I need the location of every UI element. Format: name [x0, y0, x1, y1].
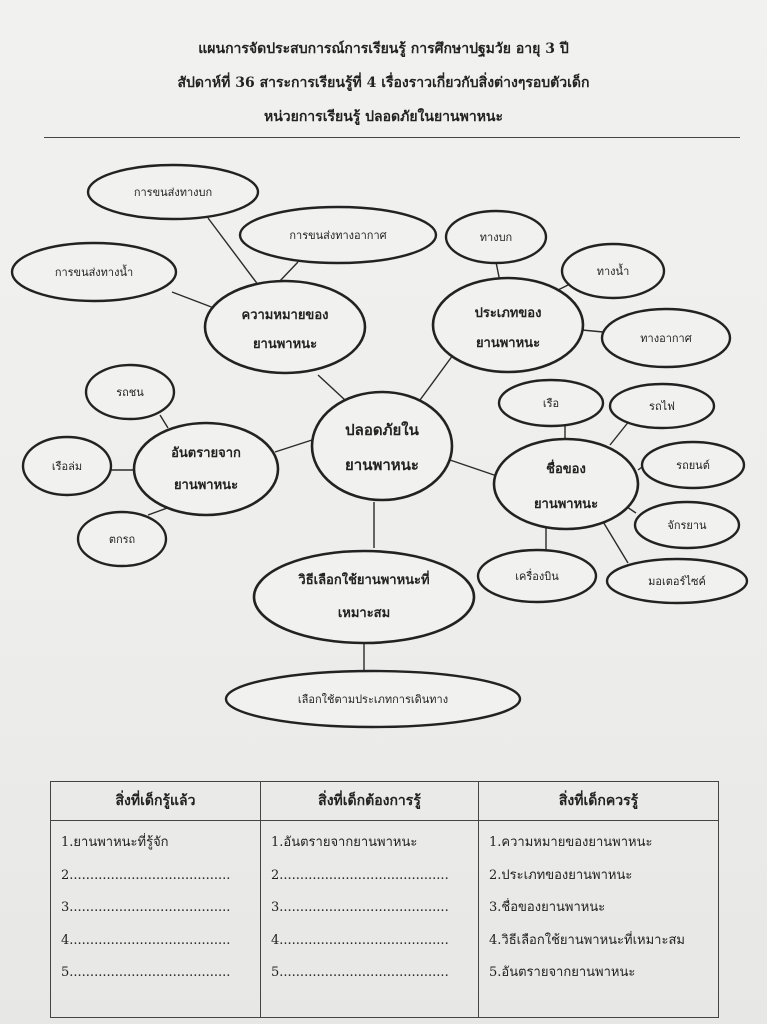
table-header-row — [51, 782, 719, 821]
leaf-text-by-air: ทางอากาศ — [640, 332, 692, 345]
choose-bubble — [254, 551, 474, 643]
header-want-to-know: สิ่งที่เด็กต้องการรู้ — [261, 782, 479, 821]
leaf-text-train: รถไฟ — [649, 400, 675, 413]
leaf-text-by-land: ทางบก — [479, 231, 513, 244]
meaning-label-line2: ยานพาหนะ — [252, 337, 318, 352]
leaf-text-by-water: ทางน้ำ — [596, 265, 630, 278]
header-should-know: สิ่งที่เด็กควรรู้ — [479, 782, 719, 821]
kwl-table — [50, 781, 719, 1018]
plan-title: แผนการจัดประสบการณ์การเรียนรู้ การศึกษาปฐมวัย อายุ 3 ปี — [198, 41, 569, 57]
leaf-text-motorcycle: มอเตอร์ไซค์ — [648, 575, 706, 588]
meaning-bubble — [205, 281, 365, 373]
should-item: 5.อันตรายจากยานพาหนะ — [489, 965, 636, 980]
known-column — [51, 821, 261, 1018]
leaf-text-water-transport: การขนส่งทางน้ำ — [54, 266, 134, 279]
should-item: 4.วิธีเลือกใช้ยานพาหนะที่เหมาะสม — [489, 932, 685, 948]
meaning-label-line1: ความหมายของ — [241, 308, 329, 323]
known-item: 3....................................... — [61, 900, 231, 915]
should-item: 3.ชื่อของยานพาหนะ — [489, 900, 606, 915]
connector-center-danger — [275, 440, 312, 452]
connector-center-names — [450, 460, 497, 476]
leaf-text-car-crash: รถชน — [116, 386, 144, 399]
connector-center-meaning — [318, 375, 345, 400]
leaf-text-boat: เรือ — [542, 397, 560, 410]
table-body-row — [51, 821, 719, 1018]
leaf-text-airplane: เครื่องบิน — [515, 570, 559, 583]
want-item: 1.อันตรายจากยานพาหนะ — [271, 835, 418, 850]
known-item: 5....................................... — [61, 965, 231, 980]
types-label-line1: ประเภทของ — [474, 306, 542, 321]
want-item: 3......................................... — [271, 900, 449, 915]
leaf-text-land-transport: การขนส่งทางบก — [133, 186, 213, 199]
leaf-text-car: รถยนต์ — [676, 459, 710, 472]
choose-label-line2: เหมาะสม — [337, 606, 391, 621]
center-label-line2: ยานพาหนะ — [345, 456, 419, 474]
leaf-text-fall-from-car: ตกรถ — [108, 533, 136, 546]
want-item: 5......................................... — [271, 965, 449, 980]
week-subtitle: สัปดาห์ที่ 36 สาระการเรียนรู้ที่ 4 เรื่องราวเกี่ยวกับสิ่งต่างๆรอบตัวเด็ก — [177, 75, 590, 91]
leaf-text-choose-by-travel: เลือกใช้ตามประเภทการเดินทาง — [297, 693, 449, 706]
should-item: 1.ความหมายของยานพาหนะ — [489, 835, 653, 850]
connector-types-air — [582, 330, 603, 332]
names-bubble — [494, 439, 638, 529]
unit-title: หน่วยการเรียนรู้ ปลอดภัยในยานพาหนะ — [263, 109, 504, 125]
known-item: 2....................................... — [61, 867, 231, 883]
connector-center-types — [420, 355, 453, 400]
want-item: 2......................................... — [271, 867, 449, 883]
names-label-line1: ชื่อของ — [546, 462, 586, 477]
connector-names-motorbike — [602, 520, 628, 563]
connector-names-train — [610, 420, 630, 445]
known-item: 4....................................... — [61, 932, 231, 948]
connector-danger-crash — [160, 415, 168, 428]
want-column — [261, 821, 479, 1018]
leaf-text-bicycle: จักรยาน — [667, 519, 707, 532]
types-label-line2: ยานพาหนะ — [475, 336, 541, 351]
should-item: 2.ประเภทของยานพาหนะ — [489, 867, 633, 883]
danger-label-line1: อันตรายจาก — [171, 446, 241, 461]
want-item: 4......................................... — [271, 932, 449, 948]
center-bubble — [312, 392, 452, 500]
should-column — [479, 821, 719, 1018]
header-already-know: สิ่งที่เด็กรู้แล้ว — [51, 782, 261, 821]
center-label-line1: ปลอดภัยใน — [345, 421, 419, 439]
types-bubble — [433, 278, 583, 372]
names-label-line2: ยานพาหนะ — [533, 497, 599, 512]
leaf-text-boat-sinks: เรือล่ม — [51, 460, 83, 473]
choose-label-line1: วิธีเลือกใช้ยานพาหนะที่ — [298, 573, 430, 588]
danger-bubble — [134, 423, 278, 515]
known-item: 1.ยานพาหนะที่รู้จัก — [61, 835, 169, 850]
connector-meaning-water — [172, 292, 214, 308]
danger-label-line2: ยานพาหนะ — [173, 478, 239, 493]
leaf-text-air-transport: การขนส่งทางอากาศ — [289, 229, 387, 242]
